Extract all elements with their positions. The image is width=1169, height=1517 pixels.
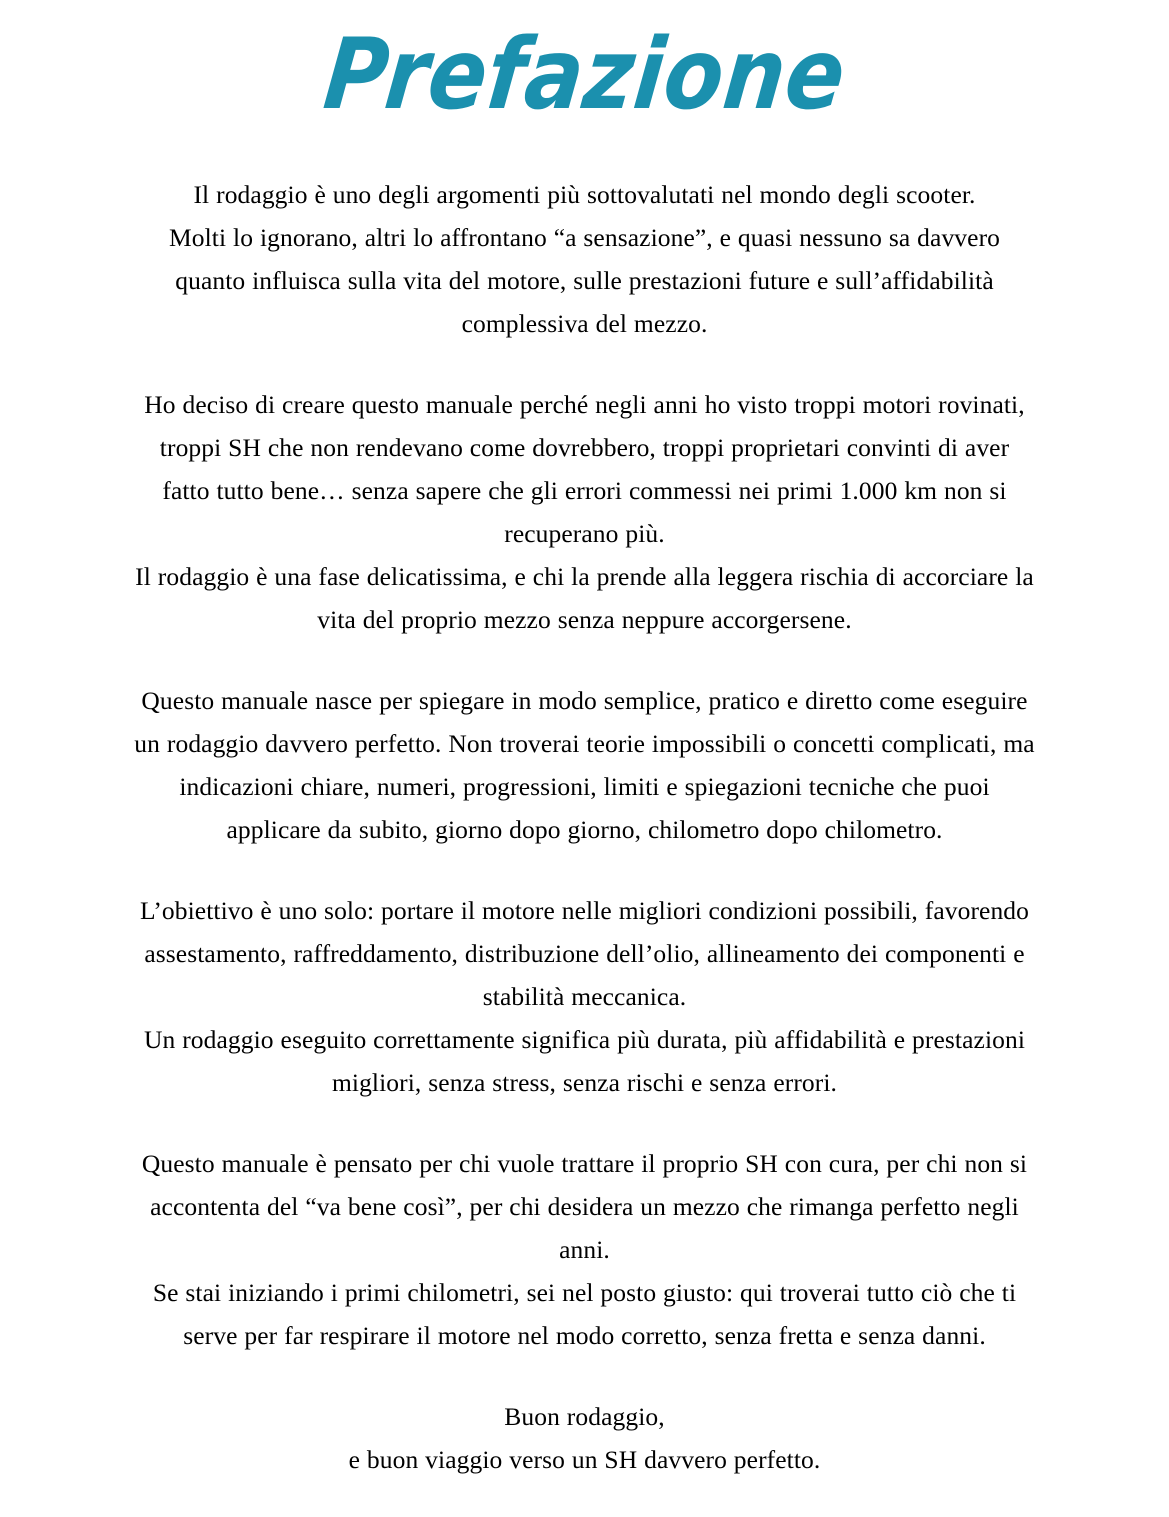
document-body (46, 125, 1124, 1481)
paragraph-obiettivo (46, 889, 1124, 1104)
text-line: applicare da subito, giorno dopo giorno, chilometro dopo chilometro. (226, 814, 943, 844)
text-line: Buon rodaggio, (504, 1401, 665, 1431)
text-line: Molti lo ignorano, altri lo affrontano “a sensazione”, e quasi nessuno sa davvero (168, 222, 1001, 252)
text-line: Ho deciso di creare questo manuale perché negli anni ho visto troppi motori rovinati, (144, 389, 1025, 419)
text-line: L’obiettivo è uno solo: portare il motore nelle migliori condizioni possibili, favorendo (139, 895, 1029, 925)
text-line: assestamento, raffreddamento, distribuzione dell’olio, allineamento dei componenti e (144, 938, 1025, 968)
text-line: accontenta del “va bene così”, per chi desidera un mezzo che rimanga perfetto negli (150, 1191, 1019, 1221)
paragraph-destinatari (46, 1142, 1124, 1357)
text-line: Un rodaggio eseguito correttamente significa più durata, più affidabilità e prestazioni (143, 1024, 1026, 1054)
page-title: Prefazione (318, 17, 851, 132)
title-block (0, 0, 1169, 132)
text-line: fatto tutto bene… senza sapere che gli errori commessi nei primi 1.000 km non si (162, 475, 1007, 505)
text-line: Questo manuale è pensato per chi vuole trattare il proprio SH con cura, per chi non si (141, 1148, 1028, 1178)
text-line: indicazioni chiare, numeri, progressioni, limiti e spiegazioni tecniche che puoi (179, 771, 990, 801)
text-line: quanto influisca sulla vita del motore, sulle prestazioni future e sull’affidabilità (175, 265, 994, 295)
text-line: migliori, senza stress, senza rischi e senza errori. (331, 1067, 838, 1097)
text-line: Questo manuale nasce per spiegare in modo semplice, pratico e diretto come eseguire (141, 685, 1028, 715)
text-line: troppi SH che non rendevano come dovrebbero, troppi proprietari convinti di aver (159, 432, 1010, 462)
text-line: e buon viaggio verso un SH davvero perfetto. (348, 1444, 821, 1474)
text-line: complessiva del mezzo. (461, 308, 708, 338)
text-line: Se stai iniziando i primi chilometri, sei nel posto giusto: qui troverai tutto ciò che ti (152, 1277, 1017, 1307)
text-line: un rodaggio davvero perfetto. Non troverai teorie impossibili o concetti complicati, ma (134, 728, 1035, 758)
paragraph-saluto (46, 1395, 1124, 1481)
paragraph-motivazione (46, 383, 1124, 641)
paragraph-intro (46, 173, 1124, 345)
text-line: recuperano più. (504, 518, 665, 548)
text-line: anni. (559, 1234, 610, 1264)
text-line: Il rodaggio è una fase delicatissima, e chi la prende alla leggera rischia di accorciare la (135, 561, 1034, 591)
text-line: Il rodaggio è uno degli argomenti più sottovalutati nel mondo degli scooter. (193, 179, 976, 209)
paragraph-scopo (46, 679, 1124, 851)
text-line: stabilità meccanica. (482, 981, 687, 1011)
text-line: serve per far respirare il motore nel modo corretto, senza fretta e senza danni. (183, 1320, 986, 1350)
text-line: vita del proprio mezzo senza neppure accorgersene. (317, 604, 852, 634)
